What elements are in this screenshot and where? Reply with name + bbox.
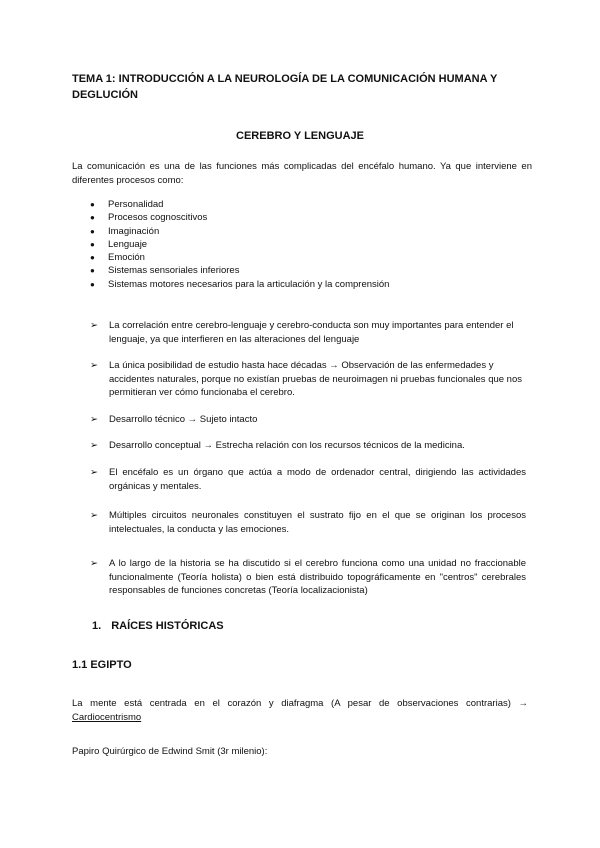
bullet-icon: ● xyxy=(90,226,95,236)
bullet-icon: ● xyxy=(90,279,95,289)
papiro-paragraph: Papiro Quirúrgico de Edwind Smit (3r milenio): xyxy=(72,746,268,757)
arrow-bullet-icon: ➢ xyxy=(90,360,98,371)
arrow-bullet-icon: ➢ xyxy=(90,510,98,521)
bullet-icon: ● xyxy=(90,200,95,209)
section-1-heading xyxy=(92,620,224,632)
list-item: ● Sistemas motores necesarios para la articulación y la comprensión xyxy=(90,278,390,290)
list-item: ● Sistemas sensoriales inferiores xyxy=(90,265,240,277)
bullet-icon: ● xyxy=(90,253,95,263)
document-title: TEMA 1: INTRODUCCIÓN A LA NEUROLOGÍA DE LA COMUNICACIÓN HUMANA Y DEGLUCIÓN xyxy=(72,73,498,101)
list-item: ● Personalidad xyxy=(90,199,164,210)
underlined-term: Cardiocentrismo xyxy=(72,712,142,723)
intro-paragraph: La comunicación es una de las funciones más complicadas del encéfalo humano. Ya que interviene en diferentes procesos como: xyxy=(72,161,532,186)
bullet-list xyxy=(90,198,389,291)
arrow-bullet-icon: ➢ xyxy=(90,440,98,451)
subsection-heading: 1.1 EGIPTO xyxy=(72,659,132,671)
arrow-bullet-icon: ➢ xyxy=(90,414,98,425)
list-item: ● Emoción xyxy=(90,252,145,264)
arrow-list-item: ➢ La única posibilidad de estudio hasta hace décadas → Observación de las enfermedades y accidentes naturales, porque no existían pruebas de neuroimagen ni pruebas funcionales que nos permitieran ver cómo funcionaba el cerebro. xyxy=(90,360,523,398)
arrow-list-item: ➢ Desarrollo técnico → Sujeto intacto xyxy=(90,414,258,425)
egipto-paragraph: La mente está centrada en el corazón y diafragma (A pesar de observaciones contrarias) → Cardiocentrismo xyxy=(72,698,528,723)
bullet-icon: ● xyxy=(90,213,95,223)
list-item: ● Imaginación xyxy=(90,225,160,237)
list-item: ● Procesos cognoscitivos xyxy=(90,212,208,224)
arrow-list-item: ➢ El encéfalo es un órgano que actúa a modo de ordenador central, dirigiendo las actividades orgánicas y mentales. xyxy=(90,467,526,492)
arrow-bullet-icon: ➢ xyxy=(90,558,98,569)
section-number: 1. xyxy=(92,620,102,632)
bullet-icon: ● xyxy=(90,266,95,276)
arrow-bullet-icon: ➢ xyxy=(90,467,98,478)
section-title: RAÍCES HISTÓRICAS xyxy=(111,620,224,632)
arrow-list-item: ➢ Múltiples circuitos neuronales constituyen el sustrato fijo en el que se originan los procesos intelectuales, la conducta y las emociones. xyxy=(90,510,526,535)
arrow-list-item: ➢ Desarrollo conceptual → Estrecha relación con los recursos técnicos de la medicina. xyxy=(90,440,465,451)
arrow-bullet-icon: ➢ xyxy=(90,320,98,331)
arrow-list-item: ➢ La correlación entre cerebro-lenguaje y cerebro-conducta son muy importantes para entender el lenguaje, ya que interfieren en las alteraciones del lenguaje xyxy=(90,320,514,345)
list-item: ● Lenguaje xyxy=(90,238,148,250)
bullet-icon: ● xyxy=(90,239,95,249)
arrow-list-item: ➢ A lo largo de la historia se ha discutido si el cerebro funciona como una unidad no fraccionable funcionalmente (Teoría holista) o bien está distribuido topográficamente en "centros" cerebrales responsables de funciones concretas (Teoría localizacionista) xyxy=(90,558,526,596)
section-heading: CEREBRO Y LENGUAJE xyxy=(236,130,364,142)
